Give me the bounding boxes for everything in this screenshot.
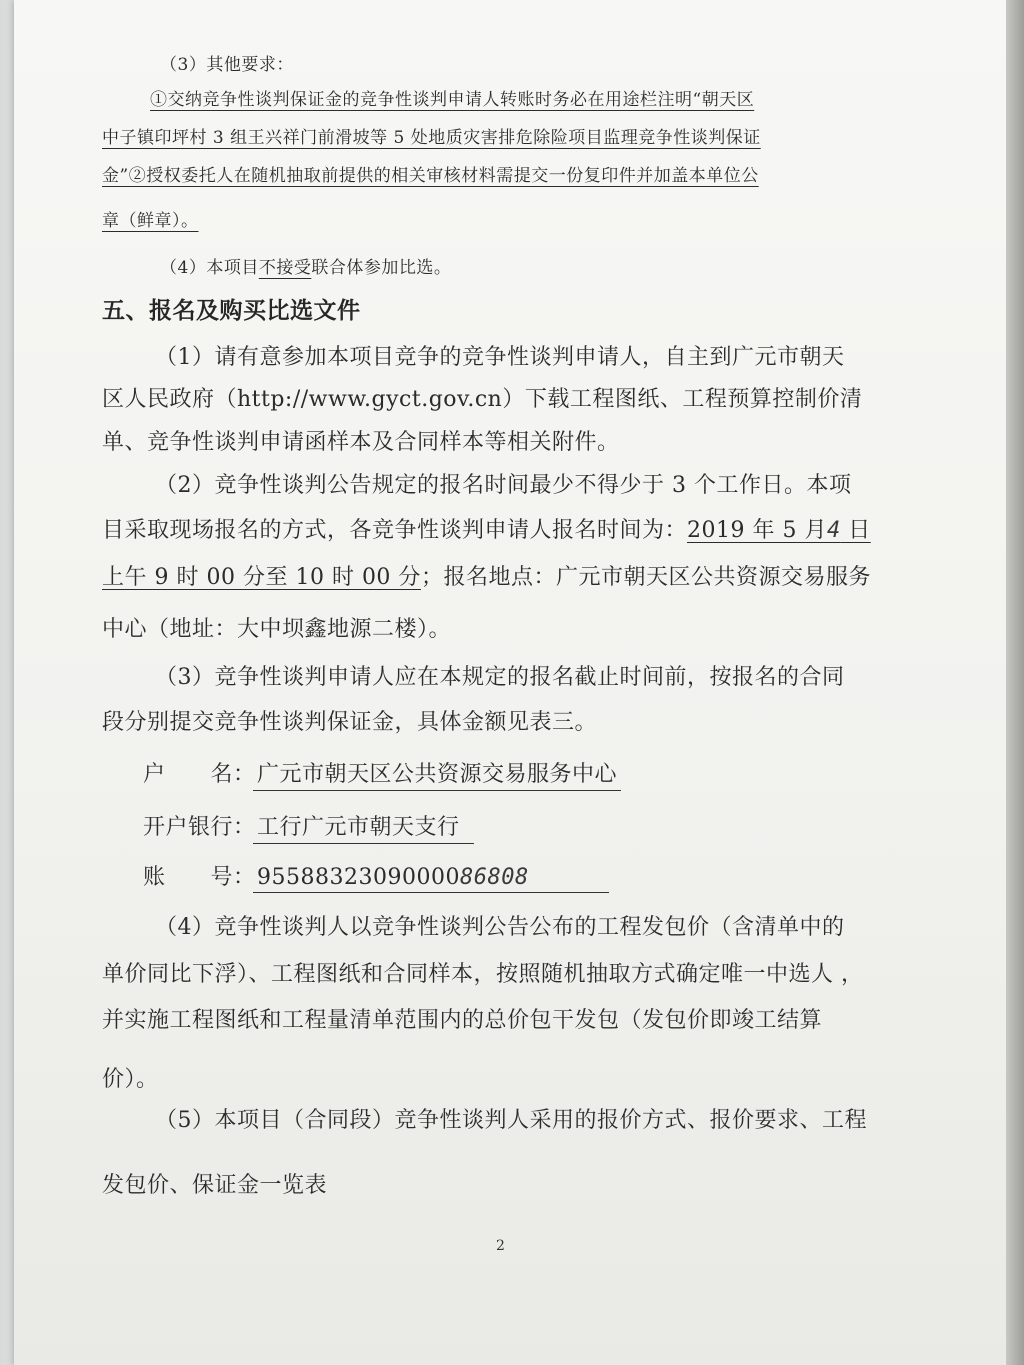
handwritten-day: 4 — [826, 518, 841, 543]
section-five-heading: 五、报名及购买比选文件 — [102, 297, 361, 324]
consortium-note-post: 联合体参加比选。 — [311, 258, 452, 278]
registration-day-suffix: 日 — [840, 518, 871, 543]
account-number-value — [253, 865, 609, 893]
registration-location: ；报名地点：广元市朝天区公共资源交易服务 — [420, 565, 871, 590]
requirement-line-4: 章（鲜章）。 — [102, 211, 199, 231]
requirement-line-1: ①交纳竞争性谈判保证金的竞争性谈判申请人转账时务必在用途栏注明“朝天区 — [150, 90, 755, 110]
para3-line1: （3）竞争性谈判申请人应在本规定的报名截止时间前，按报名的合同 — [155, 665, 845, 690]
bank-label: 开户银行： — [143, 815, 256, 840]
para5-line1: （5）本项目（合同段）竞争性谈判人采用的报价方式、报价要求、工程 — [155, 1108, 867, 1133]
requirement-line-3: 金”②授权委托人在随机抽取前提供的相关审核材料需提交一份复印件并加盖本单位公 — [102, 166, 759, 186]
para2-line2 — [102, 513, 892, 544]
para4-line4: 价）。 — [102, 1067, 159, 1092]
para1-line3: 单、竞争性谈判申请函样本及合同样本等相关附件。 — [102, 430, 620, 455]
para1-line1: （1）请有意参加本项目竞争的竞争性谈判申请人，自主到广元市朝天 — [155, 345, 845, 370]
account-number-row — [143, 860, 933, 893]
account-number-label: 账 号： — [143, 865, 256, 890]
account-number-handwritten: 86808 — [459, 865, 529, 890]
registration-month: 2019 年 5 月 — [687, 518, 827, 543]
para4-line3: 并实施工程图纸和工程量清单范围内的总价包干发包（发包价即竣工结算 — [102, 1008, 823, 1033]
para4-line1: （4）竞争性谈判人以竞争性谈判公告公布的工程发包价（含清单中的 — [155, 915, 845, 940]
consortium-note — [160, 253, 950, 278]
bank-value: 工行广元市朝天支行 — [253, 810, 474, 844]
not-accepted-text: 不接受 — [258, 258, 312, 278]
para2-line4: 中心（地址：大中坝鑫地源二楼）。 — [102, 617, 452, 642]
account-name-row — [143, 757, 933, 791]
bank-row — [143, 810, 933, 844]
para3-line2: 段分别提交竞争性谈判保证金，具体金额见表三。 — [102, 710, 598, 735]
para2-line3 — [102, 560, 892, 591]
registration-date — [687, 518, 871, 543]
page-number: 2 — [496, 1238, 505, 1254]
page-stack-edge — [1006, 0, 1024, 1365]
requirement-line-2: 中子镇印坪村 3 组王兴祥门前滑坡等 5 处地质灾害排危除险项目监理竞争性谈判保证 — [102, 128, 761, 148]
account-number-printed: 95588323090000 — [257, 865, 460, 890]
consortium-note-pre: （4）本项目 — [160, 258, 259, 278]
account-name-label: 户 名： — [143, 762, 256, 787]
account-name-value: 广元市朝天区公共资源交易服务中心 — [253, 757, 621, 791]
registration-time: 上午 9 时 00 分至 10 时 00 分 — [102, 565, 421, 590]
para2-line2-pre: 目采取现场报名的方式，各竞争性谈判申请人报名时间为： — [102, 518, 688, 543]
para2-line1: （2）竞争性谈判公告规定的报名时间最少不得少于 3 个工作日。本项 — [155, 473, 852, 498]
other-requirements-heading: （3）其他要求： — [160, 55, 294, 75]
para5-line2: 发包价、保证金一览表 — [102, 1173, 328, 1198]
para1-line2: 区人民政府（http://www.gyct.gov.cn）下载工程图纸、工程预算控制价清 — [102, 387, 863, 412]
para4-line2: 单价同比下浮）、工程图纸和合同样本，按照随机抽取方式确定唯一中选人 ， — [102, 962, 864, 987]
